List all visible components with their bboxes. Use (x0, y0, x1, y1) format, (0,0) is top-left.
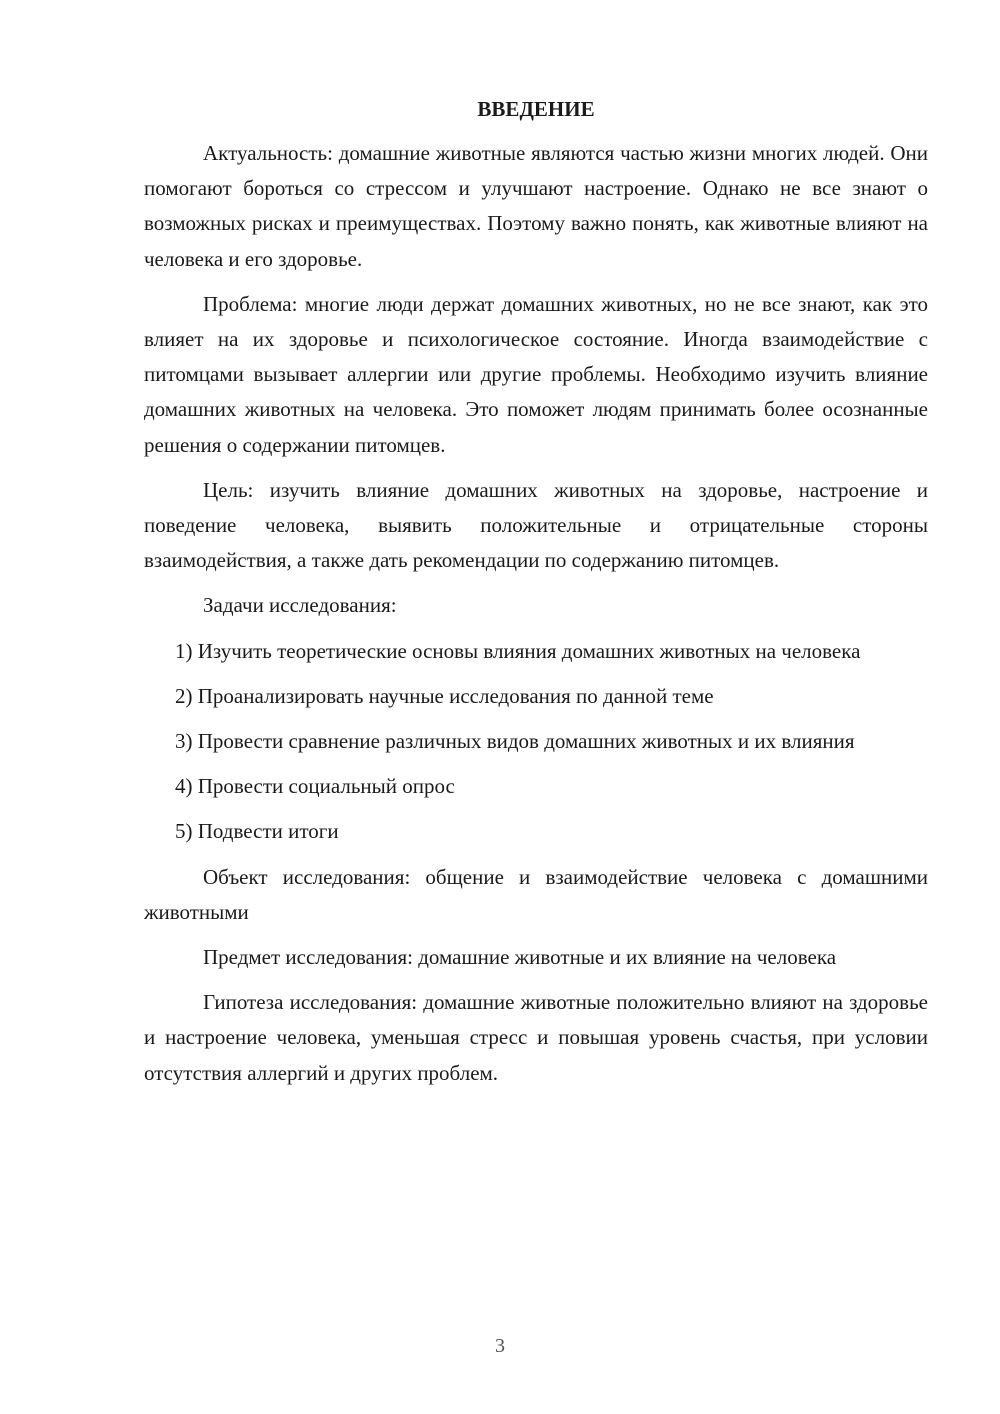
hypothesis-paragraph: Гипотеза исследования: домашние животные положительно влияют на здоровье и настроение человека, уменьшая стресс и повышая уровень счастья, при условии отсутствия аллергий и других проблем. (144, 990, 928, 1085)
task-item-3: 3) Провести сравнение различных видов домашних животных и их влияния (175, 729, 855, 754)
subject-paragraph: Предмет исследования: домашние животные и их влияние на человека (203, 945, 837, 970)
object-paragraph: Объект исследования: общение и взаимодействие человека с домашними животными (144, 864, 928, 924)
task-item-1: 1) Изучить теоретические основы влияния домашних животных на человека (175, 638, 861, 663)
tasks-heading: Задачи исследования: (203, 593, 397, 618)
task-item-4: 4) Провести социальный опрос (175, 774, 455, 799)
goal-paragraph: Цель: изучить влияние домашних животных на здоровье, настроение и поведение человека, выявить положительные и отрицательные стороны взаимодействия, а также дать рекомендации по содержанию питомцев. (144, 477, 928, 573)
page-number: 3 (495, 1335, 505, 1357)
document-body (144, 92, 928, 1101)
task-item-2: 2) Проанализировать научные исследования по данной теме (175, 683, 714, 708)
relevance-paragraph: Актуальность: домашние животные являются частью жизни многих людей. Они помогают бороться со стрессом и улучшают настроение. Однако не все знают о возможных рисках и преимуществах. Поэтому важно понять, как животные влияют на человека и его здоровье. (144, 141, 928, 271)
section-title: ВВЕДЕНИЕ (477, 97, 595, 121)
task-item-5: 5) Подвести итоги (175, 819, 339, 844)
problem-paragraph: Проблема: многие люди держат домашних животных, но не все знают, как это влияет на их здоровье и психологическое состояние. Иногда взаимодействие с питомцами вызывает аллергии или другие проблемы. Необходимо изучить влияние домашних животных на человека. Это поможет людям принимать более осознанные решения о содержании питомцев. (144, 291, 928, 457)
